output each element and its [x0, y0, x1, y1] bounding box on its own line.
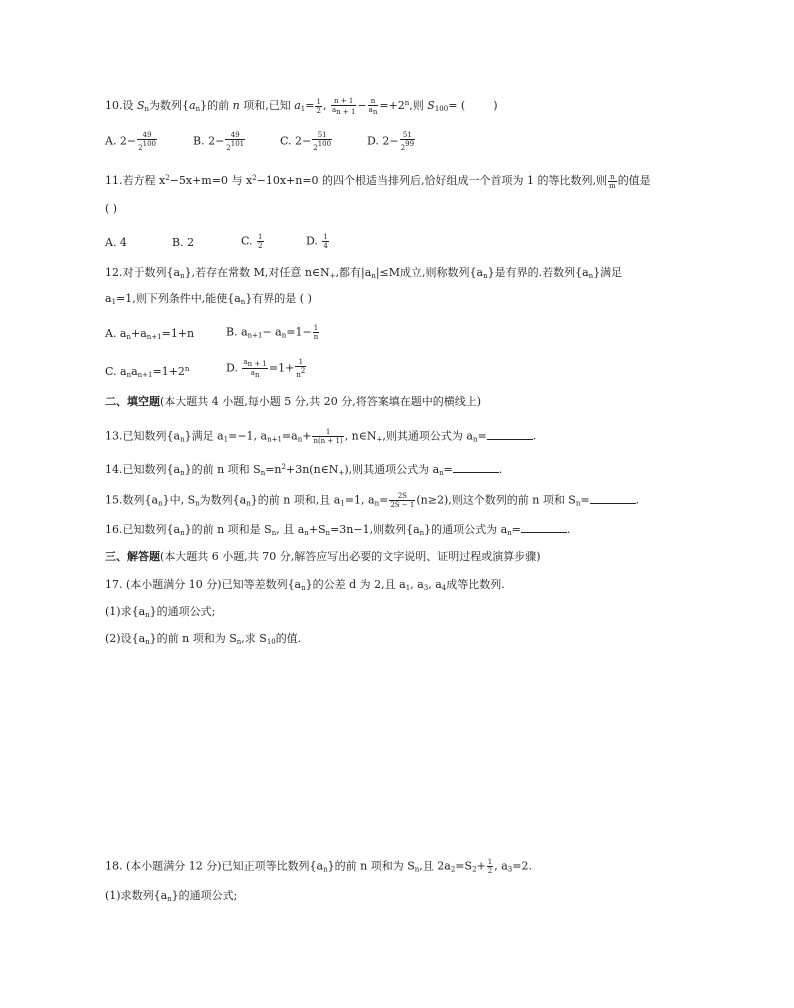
question-14: 14.已知数列$\{a_n\}$的前 n 项和 $S_n=n^2+3n(n\in N_+)$,则其通项公式为 $a_n=$ .	[105, 463, 503, 477]
question-12-line2: $a_1=1$,则下列条件中,能使$\{a_n\}$有界的是 ( )	[105, 292, 312, 306]
option-b: B. 2− $\frac{49}{2^{101}}$	[193, 131, 245, 152]
question-16: 16.已知数列$\{a_n\}$的前 n 项和是 $S_n$, 且 $a_n+S_n=3n-1$,则数列$\{a_n\}$的通项公式为 $a_n=$ .	[105, 523, 571, 537]
question-15: 15.数列$\{a_n\}$中, $S_n$为数列$\{a_n\}$的前 n 项和,且 $a_1=1$, $a_n=$ $\frac{2S}{2S - 1}$ (n≥2),则这个数列的前 n 项和 $S_n=$ .	[105, 492, 640, 509]
option-a: A. 4	[105, 236, 127, 249]
answer-blank[interactable]	[590, 494, 636, 504]
fraction: $\frac{1}{2}$	[316, 97, 321, 115]
option-c: C. 2− $\frac{51}{2^{100}}$	[280, 131, 332, 152]
question-17-part-2: (2)设$\{a_n\}$的前 n 项和为 $S_n$,求 $S_{10}$的值.	[105, 632, 302, 646]
section-3-heading: 三、解答题(本大题共 6 小题,共 70 分,解答应写出必要的文字说明、证明过程或演算步骤)	[105, 550, 541, 563]
option-c: C. $a_na_{n+1}=1+2^n$	[105, 365, 190, 379]
fraction: $\frac{n + 1}{a_{n + 1}}$	[331, 96, 356, 116]
option-c: C. $\frac{1}{2}$	[241, 233, 263, 250]
question-11-paren: ( )	[105, 202, 118, 215]
option-b: B. 2	[172, 236, 195, 249]
question-11-stem: 11.若方程 $x^2-5x+m=0$ 与 $x^2-10x+n=0$ 的四个根适当排列后,恰好组成一个首项为 1 的等比数列,则 $\frac{n}{m}$ 的值是	[105, 172, 651, 190]
section-2-heading: 二、填空题(本大题共 4 小题,每小题 5 分,共 20 分,将答案填在题中的横线上)	[105, 395, 482, 408]
option-a: A. $a_n+a_{n+1}=1+n$	[105, 327, 195, 341]
option-b: B. $a_{n+1}- a_n=1-$ $\frac{1}{n}$	[226, 324, 319, 341]
question-13: 13.已知数列$\{a_n\}$满足 $a_1=-1$, $a_{n+1}=a_n+$ $\frac{1}{n(n + 1)}$ , $n\in N_+$,则其通项公式为 $a_n=$ .	[105, 428, 537, 445]
answer-blank[interactable]	[487, 430, 533, 440]
fraction: $\frac{n}{a_n}$	[368, 96, 378, 116]
option-d: D. $\frac{a_{n + 1}}{a_n}$ =1+ $\frac{1}{n^2}$	[226, 358, 306, 379]
answer-blank[interactable]	[453, 463, 499, 473]
question-18-part-1: (1)求数列$\{a_n\}$的通项公式;	[105, 889, 238, 903]
option-d: D. 2− $\frac{51}{2^{99}}$	[367, 131, 415, 152]
option-d: D. $\frac{1}{4}$	[306, 233, 328, 250]
option-a: A. 2− $\frac{49}{2^{100}}$	[105, 131, 156, 152]
question-18: 18. (本小题满分 12 分)已知正项等比数列$\{a_n\}$的前 n 项和为 $S_n$,且 $2a_2=S_2+$ $\frac{1}{2}$ , $a_3=2$.	[105, 858, 532, 875]
answer-blank[interactable]	[521, 523, 567, 533]
question-12-line1: 12.对于数列$\{a_n\}$,若存在常数 M,对任意 $n\in N_+$,都有$|a_n|\le M$成立,则称数列$\{a_n\}$是有界的.若数列$\{a_n\}$满足	[105, 266, 623, 280]
question-17-part-1: (1)求$\{a_n\}$的通项公式;	[105, 605, 216, 619]
question-17: 17. (本小题满分 10 分)已知等差数列$\{a_n\}$的公差 d 为 2,且 $a_1$, $a_3$, $a_4$成等比数列.	[105, 578, 505, 592]
question-10-stem: 10.设 $S_n$为数列$\{a_n\}$的前 n 项和,已知 $a_1=$ $\frac{1}{2}$ , $\frac{n + 1}{a_{n + 1}}$ − $\frac{n}{a_n}$ $=+2^n$,则 $S_{100}=$ ( )	[105, 96, 498, 116]
